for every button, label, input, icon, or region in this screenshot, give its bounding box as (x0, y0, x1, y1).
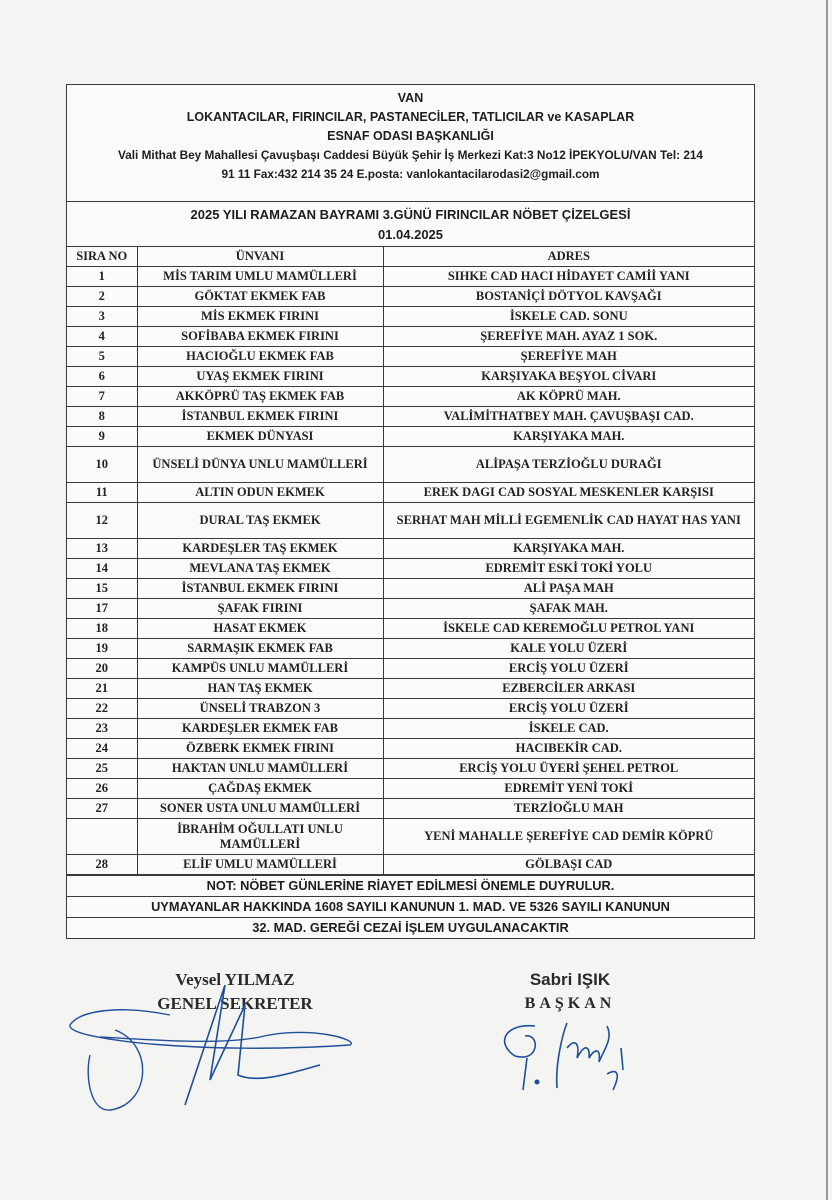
row-number: 10 (67, 447, 137, 483)
row-number: 9 (67, 427, 137, 447)
bakery-name: ÖZBERK EKMEK FIRINI (137, 739, 383, 759)
table-row (67, 719, 754, 739)
bakery-name: HAKTAN UNLU MAMÜLLERİ (137, 759, 383, 779)
secretary-role: GENEL SEKRETER (157, 994, 313, 1013)
row-number: 27 (67, 799, 137, 819)
table-row (67, 347, 754, 367)
bakery-address: SIHKE CAD HACI HİDAYET CAMİİ YANI (383, 267, 754, 287)
row-number: 12 (67, 503, 137, 539)
column-header-unvani: ÜNVANI (137, 247, 383, 267)
table-row (67, 759, 754, 779)
schedule-date: 01.04.2025 (377, 227, 444, 242)
bakery-address: İSKELE CAD. SONU (383, 307, 754, 327)
table-row (67, 559, 754, 579)
bakery-name: HASAT EKMEK (137, 619, 383, 639)
row-number: 21 (67, 679, 137, 699)
row-number: 14 (67, 559, 137, 579)
bakery-name: ŞAFAK FIRINI (137, 599, 383, 619)
schedule-title-block (67, 202, 754, 247)
table-row (67, 699, 754, 719)
bakery-address: AK KÖPRÜ MAH. (383, 387, 754, 407)
bakery-address: ALİPAŞA TERZİOĞLU DURAĞI (383, 447, 754, 483)
bakery-address: ŞAFAK MAH. (383, 599, 754, 619)
letterhead-chamber: ESNAF ODASI BAŞKANLIĞI (327, 129, 494, 143)
bakery-name: HACIOĞLU EKMEK FAB (137, 347, 383, 367)
bakery-address: ERCİŞ YOLU ÜZERİ (383, 659, 754, 679)
bakery-address: EREK DAGI CAD SOSYAL MESKENLER KARŞISI (383, 483, 754, 503)
page-edge (826, 0, 828, 1200)
table-row (67, 503, 754, 539)
letterhead-organization: LOKANTACILAR, FIRINCILAR, PASTANECİLER, TATLICILAR ve KASAPLAR (186, 110, 635, 124)
row-number: 8 (67, 407, 137, 427)
bakery-name: SONER USTA UNLU MAMÜLLERİ (137, 799, 383, 819)
table-row (67, 799, 754, 819)
table-row (67, 267, 754, 287)
letterhead-city: VAN (397, 91, 424, 105)
bakery-name: UYAŞ EKMEK FIRINI (137, 367, 383, 387)
bakery-name: İSTANBUL EKMEK FIRINI (137, 579, 383, 599)
bakery-address: KALE YOLU ÜZERİ (383, 639, 754, 659)
table-row (67, 659, 754, 679)
row-number: 28 (67, 855, 137, 875)
row-number: 13 (67, 539, 137, 559)
note-line-1: NOT: NÖBET GÜNLERİNE RİAYET EDİLMESİ ÖNEMLE DUYRULUR. (67, 875, 754, 896)
row-number: 18 (67, 619, 137, 639)
bakery-address: ŞEREFİYE MAH. AYAZ 1 SOK. (383, 327, 754, 347)
row-number: 1 (67, 267, 137, 287)
row-number: 4 (67, 327, 137, 347)
row-number: 23 (67, 719, 137, 739)
bakery-name: KARDEŞLER EKMEK FAB (137, 719, 383, 739)
bakery-name: MİS TARIM UMLU MAMÜLLERİ (137, 267, 383, 287)
bakery-name: KAMPÜS UNLU MAMÜLLERİ (137, 659, 383, 679)
row-number: 19 (67, 639, 137, 659)
table-row (67, 599, 754, 619)
table-row (67, 579, 754, 599)
bakery-name: İSTANBUL EKMEK FIRINI (137, 407, 383, 427)
row-number: 20 (67, 659, 137, 679)
bakery-name: MEVLANA TAŞ EKMEK (137, 559, 383, 579)
row-number: 15 (67, 579, 137, 599)
row-number: 2 (67, 287, 137, 307)
table-row (67, 387, 754, 407)
signature-block-president (500, 968, 640, 1016)
note-line-3: 32. MAD. GEREĞİ CEZAİ İŞLEM UYGULANACAKTIR (67, 917, 754, 938)
table-row (67, 855, 754, 875)
schedule-title: 2025 YILI RAMAZAN BAYRAMI 3.GÜNÜ FIRINCILAR NÖBET ÇİZELGESİ (190, 207, 631, 222)
table-row (67, 307, 754, 327)
duty-schedule-document (66, 84, 755, 939)
bakery-address: SERHAT MAH MİLLİ EGEMENLİK CAD HAYAT HAS YANI (383, 503, 754, 539)
row-number: 22 (67, 699, 137, 719)
table-row (67, 407, 754, 427)
bakery-name: İBRAHİM OĞULLATI UNLU MAMÜLLERİ (137, 819, 383, 855)
bakery-address: ERCİŞ YOLU ÜYERİ ŞEHEL PETROL (383, 759, 754, 779)
table-row (67, 639, 754, 659)
table-row (67, 367, 754, 387)
column-header-sira-no: SIRA NO (67, 247, 137, 267)
bakery-address: VALİMİTHATBEY MAH. ÇAVUŞBAŞI CAD. (383, 407, 754, 427)
bakery-name: AKKÖPRÜ TAŞ EKMEK FAB (137, 387, 383, 407)
bakery-name: EKMEK DÜNYASI (137, 427, 383, 447)
table-row (67, 287, 754, 307)
bakery-name: ÜNSELİ TRABZON 3 (137, 699, 383, 719)
bakery-name: SOFİBABA EKMEK FIRINI (137, 327, 383, 347)
bakery-name: ÜNSELİ DÜNYA UNLU MAMÜLLERİ (137, 447, 383, 483)
letterhead-address: Vali Mithat Bey Mahallesi Çavuşbaşı Caddesi Büyük Şehir İş Merkezi Kat:3 No12 İPEKYOLU/VAN Tel: 214 (117, 148, 703, 162)
row-number: 17 (67, 599, 137, 619)
table-row (67, 327, 754, 347)
table-header-row (67, 247, 754, 267)
bakery-duty-table (67, 247, 754, 875)
bakery-address: EDREMİT YENİ TOKİ (383, 779, 754, 799)
table-row (67, 619, 754, 639)
table-row (67, 739, 754, 759)
bakery-address: EZBERCİLER ARKASI (383, 679, 754, 699)
row-number: 3 (67, 307, 137, 327)
bakery-address: HACIBEKİR CAD. (383, 739, 754, 759)
row-number: 25 (67, 759, 137, 779)
bakery-name: GÖKTAT EKMEK FAB (137, 287, 383, 307)
bakery-address: KARŞIYAKA BEŞYOL CİVARI (383, 367, 754, 387)
bakery-address: ŞEREFİYE MAH (383, 347, 754, 367)
bakery-name: ÇAĞDAŞ EKMEK (137, 779, 383, 799)
table-row (67, 679, 754, 699)
bakery-address: TERZİOĞLU MAH (383, 799, 754, 819)
bakery-name: ALTIN ODUN EKMEK (137, 483, 383, 503)
table-row (67, 539, 754, 559)
bakery-address: KARŞIYAKA MAH. (383, 427, 754, 447)
letterhead-contact: 91 11 Fax:432 214 35 24 E.posta: vanlokantacilarodasi2@gmail.com (221, 167, 600, 181)
table-row (67, 427, 754, 447)
bakery-address: KARŞIYAKA MAH. (383, 539, 754, 559)
president-role: BAŞKAN (524, 995, 616, 1012)
letterhead (67, 85, 754, 202)
table-row (67, 779, 754, 799)
row-number: 6 (67, 367, 137, 387)
bakery-address: GÖLBAŞI CAD (383, 855, 754, 875)
bakery-name: DURAL TAŞ EKMEK (137, 503, 383, 539)
row-number (67, 819, 137, 855)
bakery-address: İSKELE CAD KEREMOĞLU PETROL YANI (383, 619, 754, 639)
row-number: 7 (67, 387, 137, 407)
table-row (67, 819, 754, 855)
signature-block-secretary (120, 968, 350, 1016)
bakery-name: ELİF UMLU MAMÜLLERİ (137, 855, 383, 875)
table-row (67, 447, 754, 483)
row-number: 24 (67, 739, 137, 759)
bakery-address: YENİ MAHALLE ŞEREFİYE CAD DEMİR KÖPRÜ (383, 819, 754, 855)
president-handwritten-signature (495, 1018, 645, 1098)
row-number: 5 (67, 347, 137, 367)
legal-notes (67, 875, 754, 938)
row-number: 26 (67, 779, 137, 799)
bakery-address: BOSTANİÇİ DÖTYOL KAVŞAĞI (383, 287, 754, 307)
table-row (67, 483, 754, 503)
bakery-address: ALİ PAŞA MAH (383, 579, 754, 599)
president-name: Sabri IŞIK (529, 970, 611, 989)
bakery-name: MİS EKMEK FIRINI (137, 307, 383, 327)
column-header-adres: ADRES (383, 247, 754, 267)
secretary-name: Veysel YILMAZ (175, 970, 295, 989)
bakery-name: HAN TAŞ EKMEK (137, 679, 383, 699)
bakery-address: EDREMİT ESKİ TOKİ YOLU (383, 559, 754, 579)
bakery-address: İSKELE CAD. (383, 719, 754, 739)
bakery-name: KARDEŞLER TAŞ EKMEK (137, 539, 383, 559)
bakery-address: ERCİŞ YOLU ÜZERİ (383, 699, 754, 719)
row-number: 11 (67, 483, 137, 503)
note-line-2: UYMAYANLAR HAKKINDA 1608 SAYILI KANUNUN 1. MAD. VE 5326 SAYILI KANUNUN (67, 896, 754, 917)
bakery-name: SARMAŞIK EKMEK FAB (137, 639, 383, 659)
